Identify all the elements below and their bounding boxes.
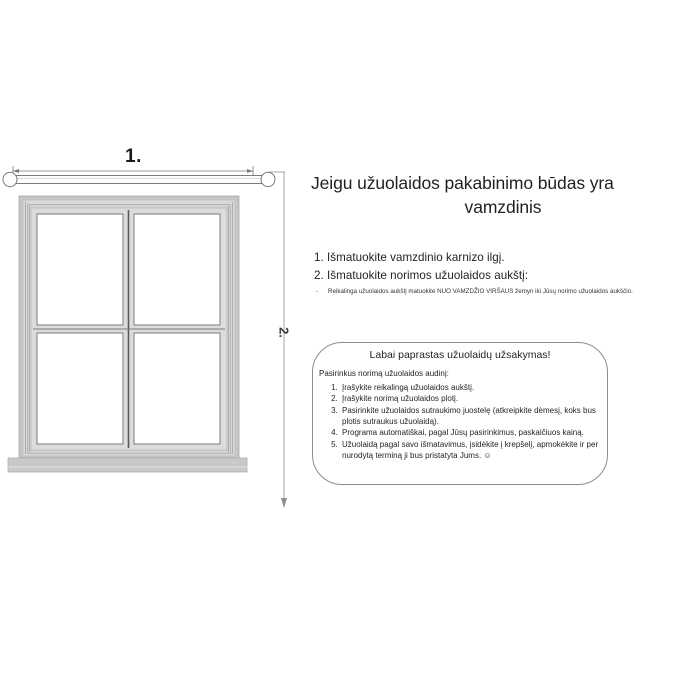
order-step: 5. Užuolaidą pagal savo išmatavimus, įsidėkite į krepšelį, apmokėkite ir per nurodytą terminą ji bus pristatyta Jums. ☺ [340,439,599,462]
order-steps-list [323,382,599,462]
step-1: 1. Išmatuokite vamzdinio karnizo ilgį. [314,251,505,264]
window-graphic [8,196,247,472]
measurement-note [316,288,633,295]
page-title [311,172,691,219]
step-2: 2. Išmatuokite norimos užuolaidos aukštį: [314,269,529,282]
order-step: 4. Programa automatiškai, pagal Jūsų pasirinkimus, paskaičiuos kainą. [340,427,599,438]
vertical-dimension-line [268,172,287,508]
bullet-dash: - [316,288,319,295]
order-step: 1. Įrašykite reikalingą užuolaidos aukštį. [340,382,599,393]
order-step: 2. Įrašykite norimą užuolaidos plotį. [340,393,599,404]
window-diagram [0,140,300,520]
window-sill [8,458,247,472]
order-step: 3. Pasirinkite užuolaidos sutraukimo juostelę (atkreipkite dėmesį, koks bus plotis sutraukus užuolaidą). [340,405,599,428]
horizontal-dimension-label: 1. [125,146,142,167]
order-box-intro: Pasirinkus norimą užuolaidos audinį: [319,369,449,378]
window-and-rod-graphic [0,140,300,520]
page-title-line2: vamzdinis [464,196,542,217]
curtain-rod-graphic [3,172,275,186]
page-title-line1: Jeigu užuolaidos pakabinimo būdas yra [311,173,614,193]
order-box-title: Labai paprastas užuolaidų užsakymas! [369,349,551,361]
vertical-dimension-label: 2. [276,327,292,338]
measurement-note-text: Reikalinga užuolaidos aukštį matuokite NUO VAMZDŽIO VIRŠAUS žemyn iki Jūsų norimo užuolaidos aukščio. [328,288,633,295]
order-instructions-box [312,342,608,485]
